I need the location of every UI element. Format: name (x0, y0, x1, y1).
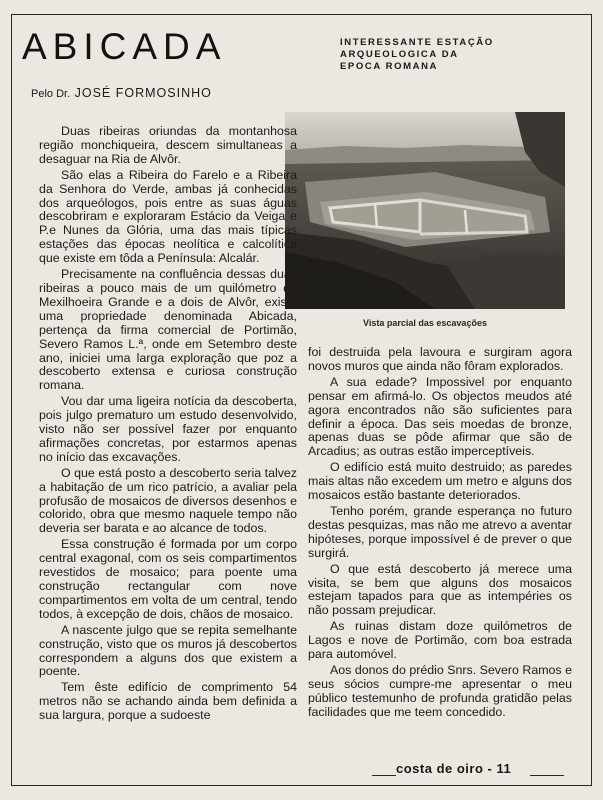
article-title: ABICADA (22, 26, 227, 67)
footer-rule (372, 775, 396, 776)
paragraph: Vou dar uma ligeira notícia da descoberta, pois julgo prematuro um estudo desenvolvido, visto não ser possível fazer por enquanto afirmações concretas, por estarmos apenas no início das excavações. (39, 394, 297, 464)
paragraph: Tenho porém, grande esperança no futuro destas pesquizas, mas não me atrevo a aventar hipóteses, porque impossível é de prever o que surgirá. (308, 503, 572, 560)
page-footer: costa de oiro - 11 (396, 761, 512, 776)
byline (31, 86, 212, 100)
left-column (39, 125, 297, 725)
byline-prefix: Pelo Dr. (31, 88, 71, 100)
article-subtitle (340, 37, 510, 72)
paragraph: Tem êste edifício de comprimento 54 metros não se achando ainda bem definida a sua largura, porque a sudoeste (39, 680, 297, 723)
paragraph: Duas ribeiras oriundas da montanhosa região monchiqueira, descem simultaneas a desaguar na Ria de Alvôr. (39, 124, 297, 166)
paragraph: O que está descoberto já merece uma visita, se bem que alguns dos mosaicos estejam tapados para que as intempéries os não possam prejudicar. (308, 561, 572, 618)
excavation-photo-graphic (285, 112, 565, 309)
subtitle-line: ARQUEOLOGICA DA (340, 48, 459, 60)
subtitle-line: INTERESSANTE ESTAÇÃO (340, 37, 494, 48)
paragraph: A nascente julgo que se repita semelhante construção, visto que os muros já descobertos correspondem a alguns dos que existem a poente. (39, 622, 297, 679)
figure-caption: Vista parcial das escavações (363, 318, 487, 328)
paragraph: Aos donos do prédio Snrs. Severo Ramos e seus sócios cumpre-me apresentar o meu público testemunho de profunda gratidão pelas facilidades que me teem concedido. (308, 662, 572, 719)
paragraph: A sua edade? Impossivel por enquanto pensar em afirmá-lo. Os objectos meudos até agora encontrados não são suficientes para definir a época. Das seis moedas de bronze, apenas duas se pôde afirmar que são de Arcadius; as outras estão imperceptíveis. (308, 374, 572, 459)
paragraph: O que está posto a descoberto seria talvez a habitação de um rico patrício, a avaliar pela profusão de mosaicos de diversos desenhos e colorido, obra que mesmo naquele tempo não deveria ser barata e ao alcance de todos. (39, 465, 297, 536)
paragraph: foi destruida pela lavoura e surgiram agora novos muros que ainda não fôram explorados. (308, 345, 572, 373)
byline-author: JOSÉ FORMOSINHO (74, 86, 212, 100)
excavation-photo (285, 112, 565, 309)
paragraph: As ruinas distam doze quilómetros de Lagos e nove de Portimão, com boa estrada para automóvel. (308, 619, 572, 662)
paragraph: O edifício está muito destruido; as paredes mais altas não excedem um metro e alguns dos mosaicos estão bastante deteriorados. (308, 460, 572, 503)
footer-rule (530, 775, 564, 776)
paragraph: São elas a Ribeira do Farelo e a Ribeira da Senhora do Verde, ambas já conhecidas dos arqueólogos, pois entre as suas águas descobriram e exploraram Estácio da Veiga e P.e Nunes da Glória, uma das mais típicas estações das épocas neolítica e calcolítica que existe em tôda a Península: Alcalár. (39, 167, 297, 266)
right-column (308, 346, 572, 722)
paragraph: Essa construção é formada por um corpo central exagonal, com os seis compartimentos revestidos de mosaico; para poente uma construção rectangular com nove compartimentos em volta de um central, tendo todos, à excepção de dois, chãos de mosaico. (39, 537, 297, 621)
subtitle-line: EPOCA ROMANA (340, 60, 439, 72)
paragraph: Precisamente na confluência dessas duas ribeiras a pouco mais de um quilómetro da Mexilhoeira Grande e a dois de Alvôr, existe uma propriedade denominada Abicada, pertença da firma comercial de Portimão, Severo Ramos L.ª, onde em Setembro deste ano, iniciei uma larga exploração que poz a descoberto extensa e curiosa construção romana. (39, 267, 297, 393)
